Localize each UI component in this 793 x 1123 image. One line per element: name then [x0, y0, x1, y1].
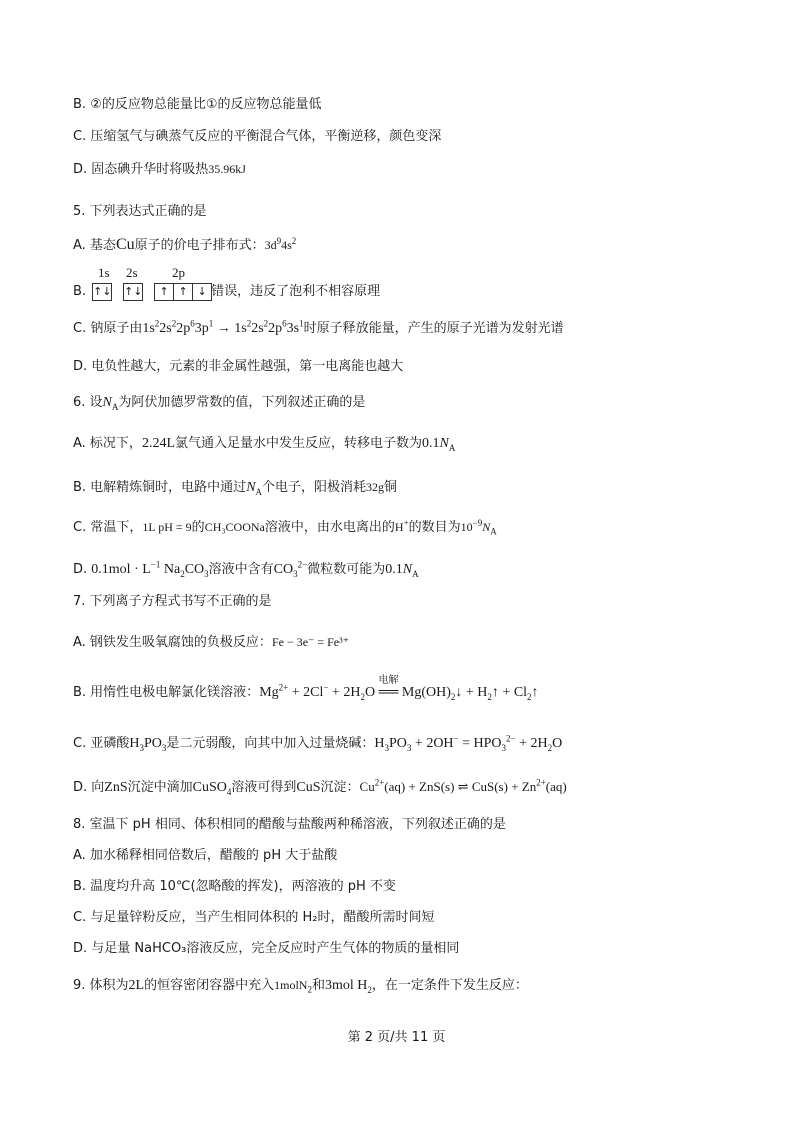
q7-option-a — [73, 633, 349, 652]
q6-c-pre: C. 常温下， — [73, 520, 143, 535]
q8-option-d: D. 与足量 NaHCO₃溶液反应，完全反应时产生气体的物质的量相同 — [73, 941, 460, 956]
q8-stem: 8. 室温下 pH 相同、体积相同的醋酸与盐酸两种稀溶液，下列叙述正确的是 — [73, 817, 506, 832]
orbital-label-2s: 2s — [126, 265, 138, 280]
q5-stem: 5. 下列表达式正确的是 — [73, 204, 207, 219]
q5-a-config: $3d^94s^2$ — [264, 236, 297, 252]
orbital-box-2s: ↑↓ — [123, 283, 143, 301]
orbital-label-2p: 2p — [172, 265, 185, 280]
q9-stem — [73, 976, 528, 995]
q7-d-cuso4: CuSO$_4$ — [192, 780, 232, 797]
q7-c-text: C. 亚磷酸 — [73, 736, 130, 751]
q7-c-acid: $H_3PO_3$ — [129, 736, 167, 753]
q4-option-b: B. ②的反应物总能量比①的反应物总能量低 — [73, 97, 322, 112]
q6-stem-pre: 6. 设 — [73, 395, 103, 410]
q7-d-mid: 沉淀中滴加 — [127, 780, 193, 795]
orbital-box-2p-3: ↓ — [192, 283, 212, 301]
q4-option-d-text: D. 固态碘升华时将吸热 — [73, 162, 209, 177]
q6-na-symbol: $N_A$ — [102, 395, 119, 412]
q7-a-text: A. 钢铁发生吸氧腐蚀的负极反应： — [73, 635, 272, 650]
q7-c-equation: $H_3PO_3 + 2OH^- = HPO_3^{2-} + 2H_2O$ — [374, 733, 563, 753]
q6-b-na: $N_A$ — [246, 480, 263, 497]
q6-c-hplus: H+ — [394, 518, 409, 534]
q7-b-text: B. 用惰性电极电解氯化镁溶液： — [73, 685, 260, 700]
q6-a-mid: 氯气通入足量水中发生反应，转移电子数为 — [175, 436, 423, 451]
q5-option-a — [73, 236, 296, 255]
q9-post: ，在一定条件下发生反应： — [371, 978, 528, 993]
orbital-box-1s: ↑↓ — [92, 283, 112, 301]
q6-c-value: $10^{-9}N_A$ — [460, 518, 497, 537]
q6-option-b — [73, 478, 397, 497]
q5-option-c — [73, 320, 564, 338]
q6-b-amount: 32g — [366, 480, 385, 494]
q5-b-label: B. — [73, 284, 87, 299]
q6-option-c — [73, 518, 497, 537]
q9-pre: 9. 体积为 — [73, 978, 129, 993]
orbital-label-1s: 1s — [98, 265, 110, 280]
q5-c-transition: $1s^22s^22p^63p^1 \to 1s^22s^22p^63s^1$ — [142, 318, 304, 336]
q7-stem: 7. 下列离子方程式书写不正确的是 — [73, 594, 272, 609]
q7-d-zns: ZnS — [104, 780, 128, 795]
q4-option-d — [73, 160, 246, 179]
q7-d-mid3: 沉淀： — [320, 780, 360, 795]
q6-option-a — [73, 435, 455, 453]
q6-b-pre: B. 电解精炼铜时，电路中通过 — [73, 480, 247, 495]
q4-option-c: C. 压缩氢气与碘蒸气反应的平衡混合气体，平衡逆移，颜色变深 — [73, 129, 442, 144]
q6-d-label: D. — [73, 562, 88, 577]
q5-a-text2: 原子的价电子排布式： — [134, 238, 265, 253]
q9-volume: 2L — [128, 978, 145, 993]
q9-h2: 3mol $H_2$ — [324, 978, 372, 995]
q8-option-b: B. 温度均升高 10℃(忽略酸的挥发)，两溶液的 pH 不变 — [73, 879, 396, 894]
q7-d-cus: CuS — [296, 780, 321, 795]
orbital-box-2p-1: ↑ — [154, 283, 174, 301]
q9-n2: 1molN$_2$ — [274, 978, 312, 995]
q7-option-d — [73, 778, 567, 797]
q9-and: 和 — [311, 978, 325, 993]
q8-option-c: C. 与足量锌粉反应，当产生相同体积的 H₂时，醋酸所需时间短 — [73, 910, 435, 925]
q6-c-mid: 的 — [191, 520, 205, 535]
page-footer: 第 2 页/共 11 页 — [347, 1030, 446, 1045]
q7-a-equation: Fe − 3e⁻ = Fe³⁺ — [271, 635, 350, 649]
q5-a-text: A. 基态 — [73, 238, 116, 253]
q8-option-a: A. 加水稀释相同倍数后，醋酸的 pH 大于盐酸 — [73, 848, 338, 863]
q6-c-amount: 1L pH = 9 — [142, 520, 192, 534]
q6-stem — [73, 394, 365, 412]
q7-b-condition: 电解 — [378, 675, 399, 686]
q6-c-chem: CH₃COONa — [204, 520, 265, 534]
q6-stem-post: 为阿伏加德罗常数的值，下列叙述正确的是 — [118, 395, 366, 410]
q6-b-mid: 个电子，阳极消耗 — [262, 480, 367, 495]
q7-d-equation: $Cu^{2+}(aq) + ZnS(s)$ ⇌ $CuS(s) + Zn^{2+}(aq)$ — [359, 777, 567, 794]
q5-c-text: C. 钠原子由 — [73, 321, 143, 336]
q6-d-ion: $CO_3^{2-}$ — [273, 559, 308, 579]
q5-b-text: 错误，违反了泡利不相容原理 — [211, 284, 381, 299]
q6-d-conc: $0.1mol \cdot L^{-1}$ $Na_2CO_3$ — [91, 559, 209, 579]
q5-c-text2: 时原子释放能量，产生的原子光谱为发射光谱 — [303, 321, 564, 336]
q7-d-mid2: 溶液可得到 — [231, 780, 297, 795]
q6-d-mid: 溶液中含有 — [208, 562, 274, 577]
q6-a-amount: 2.24L — [141, 436, 175, 451]
q6-a-value: $0.1N_A$ — [422, 436, 456, 453]
q6-d-mid2: 微粒数可能为 — [307, 562, 386, 577]
q7-option-c — [73, 735, 562, 753]
q6-option-d — [73, 561, 419, 579]
q4-option-d-value: 35.96kJ — [208, 162, 246, 176]
q6-c-mid2: 溶液中，由水电离出的 — [264, 520, 395, 535]
orbital-box-2p-2: ↑ — [173, 283, 193, 301]
q5-option-d: D. 电负性越大，元素的非金属性越强，第一电离能也越大 — [73, 359, 404, 374]
q6-d-value: $0.1N_A$ — [385, 562, 419, 579]
q7-d-pre: D. 向 — [73, 780, 105, 795]
q6-a-pre: A. 标况下， — [73, 436, 142, 451]
q5-a-element: Cu — [115, 236, 135, 253]
q5-option-b — [73, 282, 380, 302]
q6-c-mid3: 的数目为 — [408, 520, 461, 535]
q6-b-post: 铜 — [384, 480, 398, 495]
q7-b-equation: $Mg^{2+} + 2Cl^- + 2H_2O$ 电解 ══ $Mg(OH)_2↓$ + $H_2↑$ + $Cl_2↑$ — [259, 685, 538, 700]
q7-option-b — [73, 675, 539, 702]
q7-c-text2: 是二元弱酸，向其中加入过量烧碱： — [166, 736, 375, 751]
q9-mid: 的恒容密闭容器中充入 — [144, 978, 275, 993]
